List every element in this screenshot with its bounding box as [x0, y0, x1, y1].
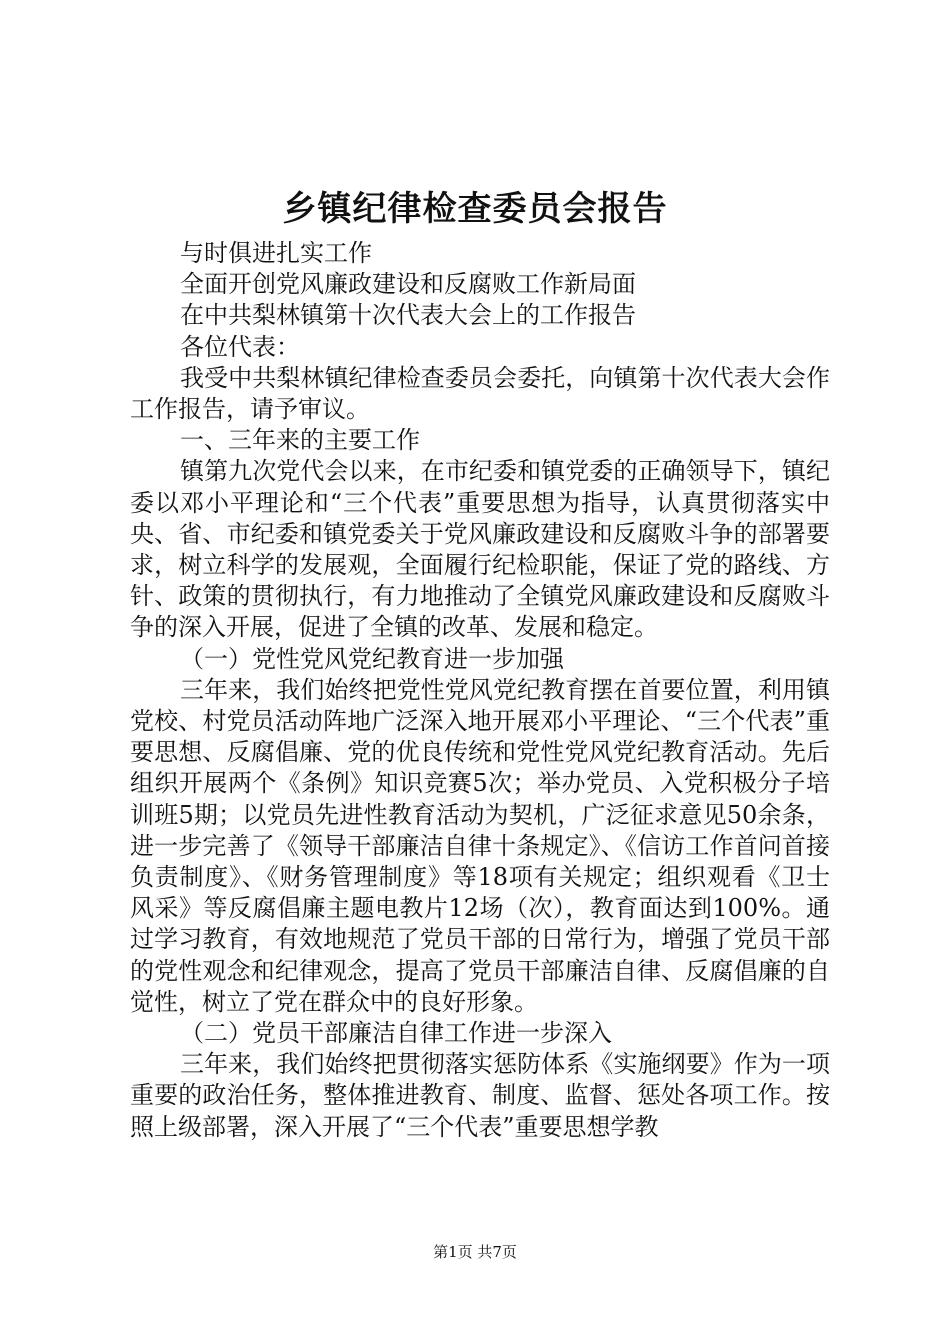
document-body	[130, 238, 830, 1143]
subsection-heading-1: （一）党性党风党纪教育进一步加强	[180, 644, 564, 673]
document-title: 乡镇纪律检查委员会报告	[282, 189, 668, 229]
section-heading-1: 一、三年来的主要工作	[180, 426, 420, 455]
body-paragraph: 三年来，我们始终把党性党风党纪教育摆在首要位置，利用镇党校、村党员活动阵地广泛深入地开展邓小平理论、“三个代表”重要思想、反腐倡廉、党的优良传统和党性党风党纪教育活动。先后组织开展两个《条例》知识竞赛5次；举办党员、入党积极分子培训班5期；以党员先进性教育活动为契机，广泛征求意见50余条，进一步完善了《领导干部廉洁自律十条规定》、《信访工作首问首接负责制度》、《财务管理制度》等18项有关规定；组织观看《卫士风采》等反腐倡廉主题电教片12场（次），教育面达到100%。通过学习教育，有效地规范了党员干部的日常行为，增强了党员干部的党性观念和纪律观念，提高了党员干部廉洁自律、反腐倡廉的自觉性，树立了党在群众中的良好形象。	[130, 675, 830, 1016]
page-number-footer: 第1页 共7页	[433, 1243, 517, 1261]
subtitle-line-1: 与时俱进扎实工作	[180, 239, 372, 267]
subsection-heading-2: （二）党员干部廉洁自律工作进一步深入	[180, 1019, 612, 1048]
intro-paragraph: 我受中共梨林镇纪律检查委员会委托，向镇第十次代表大会作工作报告，请予审议。	[130, 363, 830, 424]
subtitle-line-2: 全面开创党风廉政建设和反腐败工作新局面	[180, 270, 636, 299]
body-paragraph: 三年来，我们始终把贯彻落实惩防体系《实施纲要》作为一项重要的政治任务，整体推进教育、制度、监督、惩处各项工作。按照上级部署，深入开展了“三个代表”重要思想学教	[130, 1050, 830, 1141]
salutation: 各位代表：	[180, 332, 300, 361]
body-paragraph: 镇第九次党代会以来，在市纪委和镇党委的正确领导下，镇纪委以邓小平理论和“三个代表”重要思想为指导，认真贯彻落实中央、省、市纪委和镇党委关于党风廉政建设和反腐败斗争的部署要求，树立科学的发展观，全面履行纪检职能，保证了党的路线、方针、政策的贯彻执行，有力地推动了全镇党风廉政建设和反腐败斗争的深入开展，促进了全镇的改革、发展和稳定。	[130, 457, 830, 642]
subtitle-line-3: 在中共梨林镇第十次代表大会上的工作报告	[180, 301, 636, 330]
